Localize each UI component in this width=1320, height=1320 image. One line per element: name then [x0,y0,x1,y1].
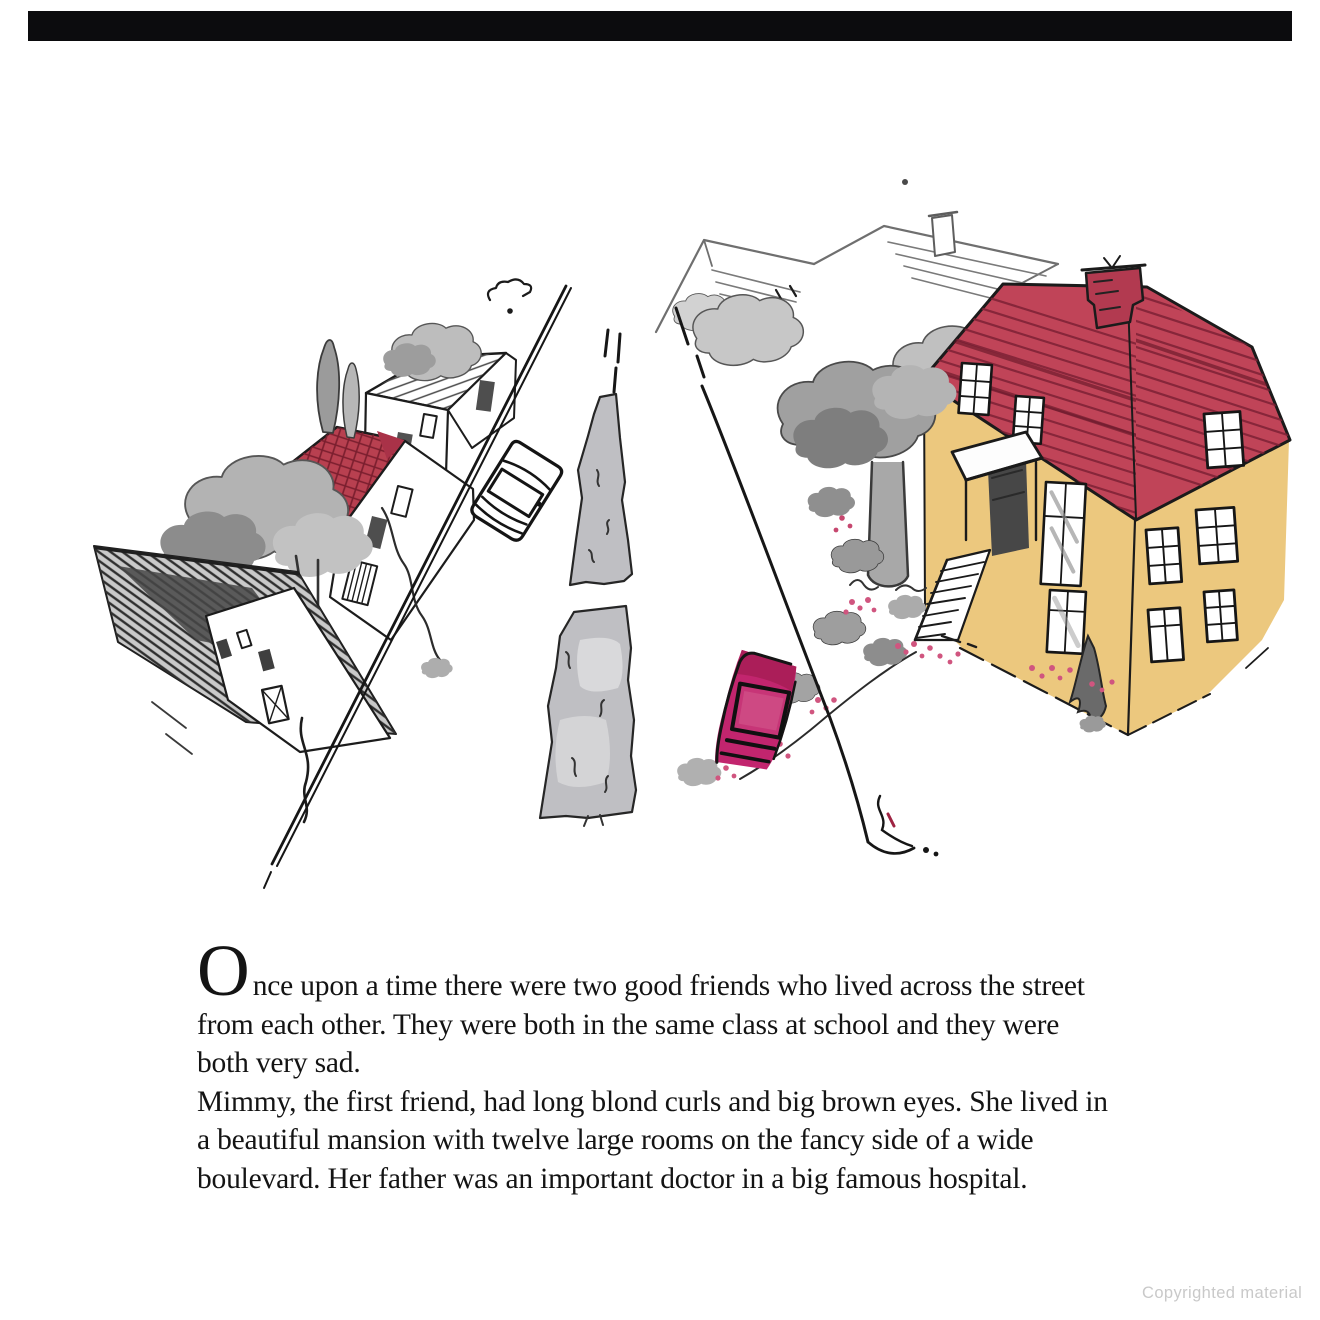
ink-dot [507,308,513,314]
mansion-window-tall [1041,482,1086,586]
mansion-window [1146,528,1182,584]
story-line: from each other. They were both in the same class at school and they were [197,1008,1060,1041]
mansion-window [959,363,992,415]
lane-dashes [605,330,620,392]
bush [677,758,721,786]
bush [888,595,926,619]
ground-marks [152,702,192,754]
red-scribble [888,814,894,826]
copyright-watermark: Copyrighted material [1142,1284,1303,1302]
boulevard-median [540,330,636,826]
left-neighborhood [94,279,571,888]
story-text [197,930,1207,1199]
bush [1080,716,1106,733]
mansion-window [1204,411,1244,467]
ink-fleck [902,179,908,185]
bush [808,487,855,517]
bush [831,539,884,573]
drop-cap: O [197,930,250,1011]
mansion-window [1148,608,1184,662]
median-strip-upper [570,394,632,585]
story-line: a beautiful mansion with twelve large rooms on the fancy side of a wide [197,1124,1034,1157]
cypress-tree [343,363,359,438]
story-line: boulevard. Her father was an important doctor in a big famous hospital. [197,1162,1028,1195]
white-car [469,439,564,543]
mansion-window [1204,590,1237,642]
bush [813,611,866,645]
story-line: Mimmy, the first friend, had long blond curls and big brown eyes. She lived in [197,1085,1108,1118]
cypress-tree [317,340,339,433]
mansion-window [1047,590,1086,654]
cloud-doodle [488,279,531,300]
mansion-window [1196,507,1238,564]
shrub [421,658,453,678]
story-line: both very sad. [197,1047,361,1080]
background-chimney [929,212,957,256]
story-line: Once upon a time there were two good friends who lived across the street [197,930,1085,1011]
